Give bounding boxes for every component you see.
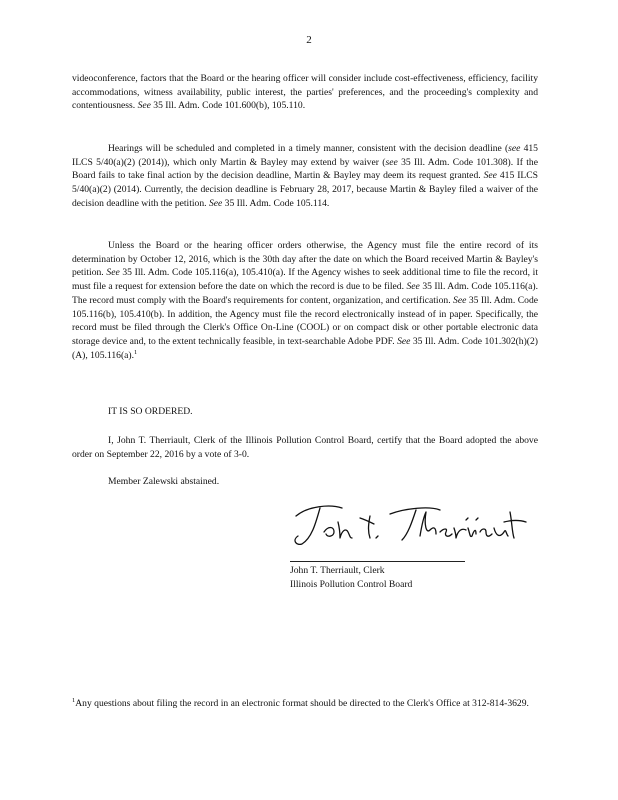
- citation-signal: See: [208, 197, 223, 209]
- citation-signal: See: [106, 267, 120, 279]
- paragraph-record-filing: [72, 239, 538, 362]
- footnote: [72, 697, 538, 711]
- text-run: 35 Ill. Adm. Code 105.116(b), 105.410(b). In addition, the Agency must file the record electronically instead of in paper. Specifically, the record must be filed through the Clerk's Office On-Line (COOL) or on compact disk or other portable electronic data storage device and, to the extent technically feasible, in text-searchable Adobe PDF.: [72, 294, 538, 347]
- footnote-reference[interactable]: 1: [134, 348, 138, 356]
- text-run: Unless the Board or the hearing officer orders otherwise, the Agency must file the entire record of its determination by October 12, 2016, which is the 30th day after the date on which the Board received Martin & Bayley's petition.: [72, 240, 538, 279]
- text-run: 415 ILCS 5/40(a)(2) (2014). Currently, the decision deadline is February 28, 2017, because Martin & Bayley filed a waiver of the decision deadline with the petition.: [72, 170, 538, 209]
- signer-name: John T. Therriault, Clerk: [290, 565, 385, 576]
- paragraph-decision-deadline: [72, 142, 538, 211]
- text-run: 35 Ill. Adm. Code 105.116(a). The record must comply with the Board's requirements for content, organization, and certification.: [72, 281, 539, 306]
- abstention-note: Member Zalewski abstained.: [108, 476, 220, 487]
- citation-signal: See: [397, 335, 411, 347]
- clerk-signature: [290, 498, 530, 550]
- text-run: 415 ILCS 5/40(a)(2) (2014)), which only Martin & Bayley may extend by waiver (: [72, 143, 538, 168]
- text-run: 35 Ill. Adm. Code 105.114.: [222, 197, 330, 209]
- citation-signal: See: [453, 294, 467, 306]
- citation-signal: See: [483, 170, 497, 182]
- paragraph-hearing-factors: [72, 72, 538, 113]
- signature-line: [290, 561, 465, 562]
- citation-signal: see: [385, 156, 398, 168]
- footnote-text: Any questions about filing the record in an electronic format should be directed to the Clerk's Office at 312-814-3629.: [75, 698, 529, 709]
- text-run: 35 Ill. Adm. Code 101.302(h)(2)(A), 105.116(a).: [72, 335, 538, 361]
- signer-organization: Illinois Pollution Control Board: [290, 578, 413, 590]
- signer-block: [290, 564, 412, 591]
- order-statement: IT IS SO ORDERED.: [108, 406, 193, 417]
- text-run: 35 Ill. Adm. Code 105.116(a), 105.410(a). If the Agency wishes to seek additional time to file the record, it must file a request for extension before the date on which the record is due to be filed.: [72, 267, 538, 293]
- citation-signal: See: [137, 100, 151, 112]
- citation: 35 Ill. Adm. Code 101.600(b), 105.110.: [153, 100, 306, 112]
- footnote-marker: 1: [72, 696, 76, 704]
- para1-text: videoconference, factors that the Board or the hearing officer will consider include cost-effectiveness, efficiency, facility accommodations, witness availability, public interest, the parties' preferences, and the proceeding's complexity and contentiousness.: [72, 73, 538, 112]
- citation-signal: See: [406, 281, 420, 293]
- text-run: 35 Ill. Adm. Code 101.308). If the Board fails to take final action by the decision deadline, Martin & Bayley may deem its request granted.: [72, 156, 538, 182]
- clerk-certification: I, John T. Therriault, Clerk of the Illinois Pollution Control Board, certify that the Board adopted the above order on September 22, 2016 by a vote of 3-0.: [72, 435, 538, 460]
- citation-signal: see: [508, 143, 521, 154]
- page-number: 2: [306, 34, 312, 46]
- text-run: Hearings will be scheduled and completed in a timely manner, consistent with the decision deadline (: [108, 143, 509, 154]
